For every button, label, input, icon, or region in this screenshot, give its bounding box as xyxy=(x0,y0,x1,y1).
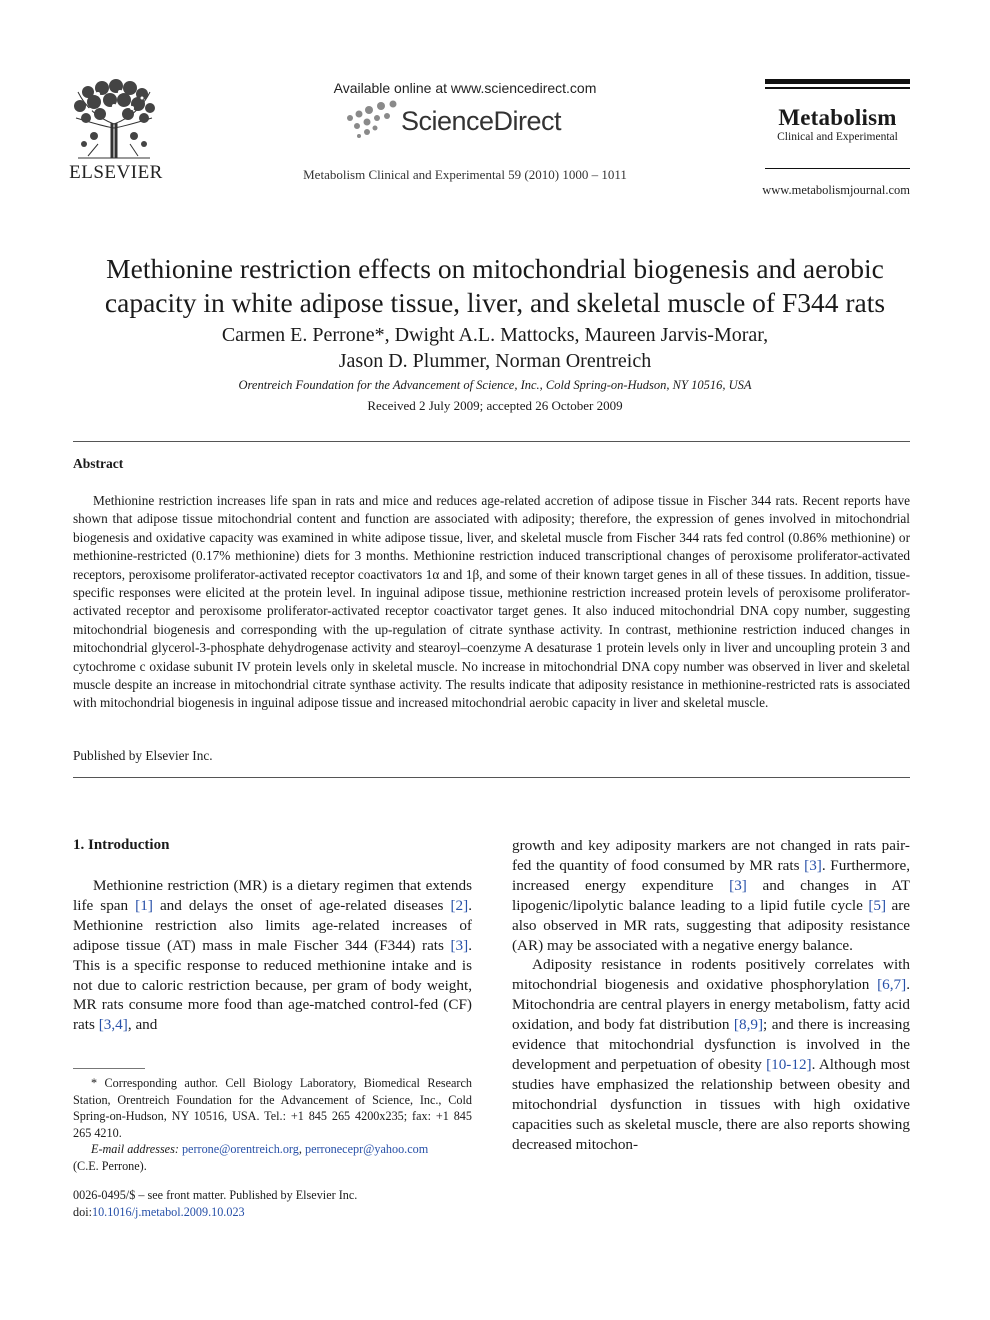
section-heading-introduction: 1. Introduction xyxy=(73,837,170,853)
journal-url-link[interactable]: www.metabolismjournal.com xyxy=(762,183,910,197)
received-dates: Received 2 July 2009; accepted 26 October 2009 xyxy=(367,398,623,413)
footnote-emails xyxy=(73,1141,472,1158)
citation-link[interactable]: [1] xyxy=(135,896,153,914)
abstract-bottom-rule xyxy=(73,777,910,778)
sciencedirect-logo xyxy=(345,100,595,146)
intro-paragraph-2 xyxy=(512,836,910,955)
intro-column-right xyxy=(512,836,910,1155)
article-title-line1: Methionine restriction effects on mitochondrial biogenesis and aerobic xyxy=(106,253,884,284)
citation-link[interactable]: [5] xyxy=(868,896,887,914)
footnote-corresponding: * Corresponding author. Cell Biology Laboratory, Biomedical Research Station, Orentreich Foundation for the Advancement of Science, Inc., Cold Spring-on-Hudson, NY 10516, USA. Tel.: +1 845 265 4200x235; fax: +1 845 265 4210. xyxy=(73,1076,472,1140)
authors-line1: Carmen E. Perrone*, Dwight A.L. Mattocks, Maureen Jarvis-Morar, xyxy=(221,324,769,346)
text-run: ; and there is increasing evidence that mitochondrial dysfunction is involved in the development and perpetuation of obesity xyxy=(512,1016,910,1073)
text-run: , and xyxy=(127,1016,158,1034)
article-title xyxy=(60,252,930,320)
issn-line: 0026-0495/$ – see front matter. Published by Elsevier Inc. xyxy=(73,1188,358,1202)
intro-column-left xyxy=(73,876,472,1035)
citation-link[interactable]: [2] xyxy=(450,896,469,914)
citation-link[interactable]: [3,4] xyxy=(98,1016,128,1034)
corresponding-author-footnote xyxy=(73,1075,472,1174)
footnote-email-owner: (C.E. Perrone). xyxy=(73,1158,147,1173)
text-run: . Mitochondria are central players in energy metabolism, fatty acid oxidation, and body fat distribution xyxy=(512,976,910,1034)
published-by: Published by Elsevier Inc. xyxy=(73,748,213,763)
citation-link[interactable]: [6,7] xyxy=(877,976,907,994)
text-run: Methionine restriction (MR) is a dietary regimen that extends life span xyxy=(73,877,472,914)
author-list xyxy=(100,322,890,374)
doi-label: doi: xyxy=(73,1204,92,1219)
abstract-top-rule xyxy=(73,441,910,442)
doi-link[interactable]: 10.1016/j.metabol.2009.10.023 xyxy=(91,1204,245,1219)
email-link-1[interactable]: perrone@orentreich.org xyxy=(181,1142,299,1156)
elsevier-tree-icon xyxy=(68,78,160,160)
citation-link[interactable]: [8,9] xyxy=(733,1016,764,1034)
article-title-line2: capacity in white adipose tissue, liver, and skeletal muscle of F344 rats xyxy=(104,287,886,318)
email-label: E-mail addresses: xyxy=(91,1142,179,1156)
available-online-text: Available online at www.sciencedirect.com xyxy=(333,80,597,96)
sciencedirect-dots-icon xyxy=(345,100,401,146)
doi-line xyxy=(73,1204,472,1221)
citation-link[interactable]: [3] xyxy=(729,876,747,894)
footnote-rule xyxy=(73,1068,145,1069)
text-run: . Although most studies have emphasized the relationship between obesity and mitochondrial dysfunction in tissues with high oxidative capacities such as skeletal muscle, there are also reports showing decreased mitochon- xyxy=(512,1055,910,1153)
journal-subtitle: Clinical and Experimental xyxy=(777,131,898,143)
journal-citation: Metabolism Clinical and Experimental 59 (2010) 1000 – 1011 xyxy=(303,167,627,182)
citation-link[interactable]: [3] xyxy=(804,856,822,874)
abstract-heading: Abstract xyxy=(73,456,124,471)
elsevier-wordmark: ELSEVIER xyxy=(69,162,163,183)
authors-line2: Jason D. Plummer, Norman Orentreich xyxy=(338,350,652,372)
journal-rule-thick xyxy=(765,79,910,84)
text-run: Adiposity resistance in rodents positively correlates with mitochondrial biogenesis and oxidative phosphorylation xyxy=(512,956,910,994)
elsevier-logo xyxy=(68,78,164,182)
citation-link[interactable]: [3] xyxy=(450,936,469,954)
text-run: are also observed in MR rats, suggesting that adiposity resistance (AR) may be associated with a negative energy balance. xyxy=(512,896,910,954)
text-run: and delays the onset of age-related diseases xyxy=(152,896,451,914)
citation-link[interactable]: [10-12] xyxy=(766,1055,812,1073)
intro-paragraph-1 xyxy=(73,876,472,1035)
text-run: growth and key adiposity markers are not changed in rats pair-fed the quantity of food consumed by MR rats xyxy=(512,837,910,874)
text-run: . This is a specific response to reduced methionine intake and is not due to caloric restriction because, per gram of body weight, MR rats consume more food than age-matched control-fed (CF) rats xyxy=(73,936,472,1034)
text-run: . Methionine restriction also limits age-related increases of adipose tissue (AT) mass in male Fischer 344 (F344) rats xyxy=(73,896,472,954)
sciencedirect-wordmark: ScienceDirect xyxy=(401,106,562,136)
text-run: . Furthermore, increased energy expenditure xyxy=(512,856,910,894)
journal-title: Metabolism xyxy=(778,105,897,130)
affiliation: Orentreich Foundation for the Advancement of Science, Inc., Cold Spring-on-Hudson, NY 10516, USA xyxy=(238,378,752,392)
issn-doi-block xyxy=(73,1187,472,1220)
email-separator: , xyxy=(298,1142,305,1156)
intro-paragraph-3 xyxy=(512,955,910,1154)
journal-rule-thin xyxy=(765,87,910,89)
email-link-2[interactable]: perronecepr@yahoo.com xyxy=(304,1142,429,1156)
journal-rule-bottom xyxy=(765,168,910,169)
text-run: and changes in AT lipogenic/lipolytic balance leading to a lipid futile cycle xyxy=(512,876,910,914)
abstract-body: Methionine restriction increases life span in rats and mice and reduces age-related accretion of adipose tissue in Fischer 344 rats. Recent reports have shown that adipose tissue mitochondrial content and function are associated with adiposity; therefore, the expression of genes involved in mitochondrial biogenesis and oxidative capacity was examined in white adipose tissue, liver, and skeletal muscle from Fischer 344 rats fed control (0.86% methionine) or methionine-restricted (0.17% methionine) diets for 3 months. Methionine restriction induced transcriptional changes of peroxisome proliferator-activated receptors, peroxisome proliferator-activated receptor coactivators 1α and 1β, and some of their known target genes in all of these tissues. In addition, tissue-specific responses were elicited at the protein level. In inguinal adipose tissue, methionine restriction increased protein levels of peroxisome proliferator-activated receptor and peroxisome proliferator-activated receptor coactivator target genes. It also induced mitochondrial DNA copy number, suggesting mitochondrial biogenesis and corresponding with the up-regulation of citrate synthase activity. In contrast, methionine restriction induced changes in mitochondrial glycerol-3-phosphate dehydrogenase activity and stearoyl–coenzyme A desaturase 1 protein levels only in liver and uncoupling protein 3 and cytochrome c oxidase subunit IV protein levels only in skeletal muscle. No increase in mitochondrial DNA copy number was observed in liver and skeletal muscle despite an increase in mitochondrial citrate synthase activity. The results indicate that adiposity resistance in methionine-restricted rats is associated with mitochondrial biogenesis in inguinal adipose tissue and increased mitochondrial aerobic capacity in liver and skeletal muscle. xyxy=(73,493,910,711)
